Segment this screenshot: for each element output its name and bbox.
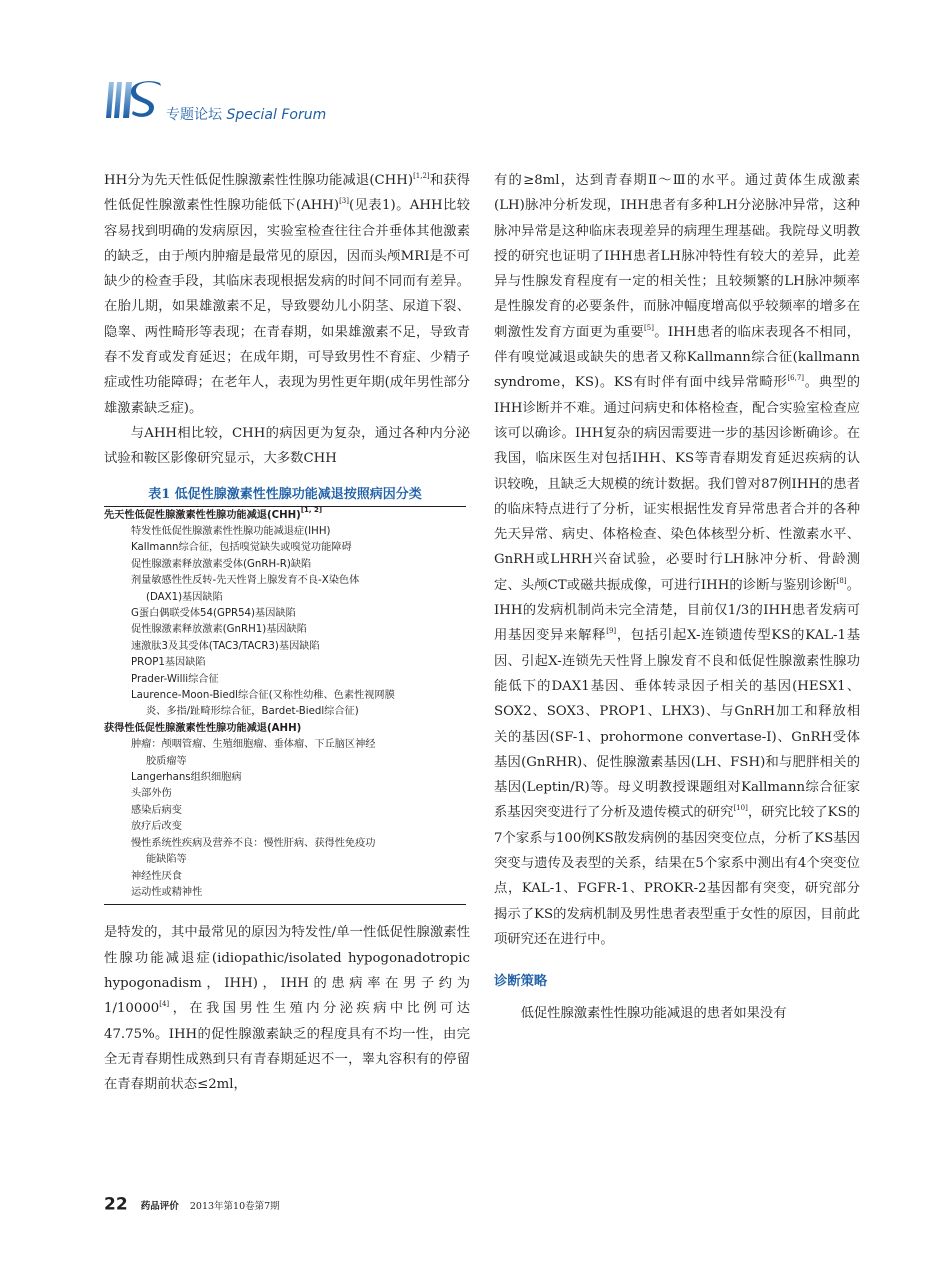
table-row: Laurence-Moon-Biedl综合征(又称性幼稚、色素性视网膜 (131, 690, 395, 702)
text-run: 。典型的IHH诊断并不难。通过问病史和体格检查，配合实验室检查应该可以确诊。IHH复杂的病因需要进一步的基因诊断确诊。在我国，临床医生对包括IHH、KS等青春期发育延迟疾病的认识较晚，且缺乏大规模的统计数据。我们曾对87例IHH的患者的临床特点进行了分析，证实根据性发育异常患者合并的各种先天异常、病史、体格检查、染色体核型分析、性激素水平、GnRH或LHRH兴奋试验，必要时行LH脉冲分析、骨龄测定、头颅CT或磁共振成像，可进行IHH的诊断与鉴别诊断 (494, 375, 860, 593)
table-row: Langerhans组织细胞病 (131, 772, 242, 784)
citation: [9] (606, 627, 617, 636)
journal-logo-icon (103, 78, 165, 122)
section-heading: 诊断策略 (494, 974, 548, 990)
table-row: 慢性系统性疾病及营养不良：慢性肝病、获得性免疫功 (131, 837, 376, 849)
page-header (103, 78, 503, 126)
text-run: 。IHH患者的临床表现各不相同，伴有嗅觉减退或缺失的患者又称Kallmann综合征(kallmann syndrome，KS)。KS有时伴有面中线异常畸形 (494, 324, 861, 391)
left-paragraph-3 (104, 920, 470, 1097)
citation: [10] (733, 804, 748, 813)
table-row: 能缺陷等 (146, 854, 187, 866)
right-paragraph-2: 低促性腺激素性性腺功能减退的患者如果没有 (520, 1005, 787, 1021)
table-row: 肿瘤：颅咽管瘤、生殖细胞瘤、垂体瘤、下丘脑区神经 (131, 739, 376, 751)
table-row: 运动性或精神性 (131, 886, 203, 898)
table-row: 促性腺激素释放激素受体(GnRH-R)缺陷 (131, 558, 312, 570)
journal-name: 药品评价 (140, 1200, 179, 1212)
text-run: 。IHH的发病机制尚未完全清楚，目前仅1/3的IHH患者发病可用基因变异来解释 (494, 577, 861, 644)
left-paragraph-2: 与AHH相比较，CHH的病因更为复杂，通过各种内分泌试验和鞍区影像研究显示，大多数CHH (104, 425, 470, 467)
table-row: 胶质瘤等 (146, 755, 187, 767)
table-row: 感染后病变 (131, 804, 182, 816)
text-run: (见表1)。AHH比较容易找到明确的发病原因，实验室检查往往合并垂体其他激素的缺乏，由于颅内肿瘤是最常见的原因，因而头颅MRI是不可缺少的检查手段，其临床表现根据发病的时间不同而有差异。在胎儿期，如果雄激素不足，导致婴幼儿小阴茎、尿道下裂、隐睾、两性畸形等表现；在青春期，如果雄激素不足，导致青春不发育或发育延迟；在成年期，可导致男性不育症、少精子症或性功能障碍；在老年人，表现为男性更年期(成年男性部分雄激素缺乏症)。 (104, 198, 470, 416)
table-category-ahh: 获得性低促性腺激素性性腺功能减退(AHH) (104, 722, 302, 734)
table-body (104, 506, 466, 906)
table-row: 头部外伤 (131, 788, 172, 800)
page-number: 22 (104, 1194, 128, 1215)
table-row: Prader-Willi综合征 (131, 673, 219, 685)
text-run: 有的≥8ml，达到青春期Ⅱ～Ⅲ的水平。通过黄体生成激素(LH)脉冲分析发现，IHH患者有多种LH分泌脉冲异常，这种脉冲异常是这种临床表现差异的病理生理基础。我院母义明教授的研究也证明了IHH患者LH脉冲特性有较大的差异，此差异与性腺发育程度有一定的相关性；且较频繁的LH脉冲频率是性腺发育的必要条件，而脉冲幅度增高似乎较频率的增多在刺激性发育方面更为重要 (494, 173, 860, 340)
table-row: (DAX1)基因缺陷 (146, 591, 223, 603)
text-run: ，在我国男性生殖内分泌疾病中比例可达47.75%。IHH的促性腺激素缺乏的程度具有不均一性，由完全无青春期性成熟到只有青春期延迟不一，睾丸容积有的停留在青春期前状态≤2ml， (104, 1001, 470, 1093)
citation: [1, 2] (300, 505, 323, 514)
left-paragraph-1 (104, 168, 470, 421)
left-column (104, 168, 470, 1097)
text-run: ，包括引起X-连锁遗传型KS的KAL-1基因、引起X-连锁先天性肾上腺发育不良和低促性腺激素性腺功能低下的DAX1基因、垂体转录因子相关的基因(HESX1、SOX2、SOX3、PROP1、LHX3)、与GnRH加工和释放相关的基因(SF-1、prohormone convertase-I)、GnRH受体基因(GnRHR)、促性腺激素基因(LH、FSH)和与肥胖相关的基因(Leptin/R)等。母义明教授课题组对Kallmann综合征家系基因突变进行了分析及遗传模式的研究 (494, 628, 861, 821)
citation: [5] (644, 323, 654, 332)
page-footer (104, 1194, 280, 1215)
text-run: 是特发的，其中最常见的原因为特发性/单一性低促性腺激素性性腺功能减退症(idiopathic/isolated hypogonadotropic hypogonadism，IHH)，IHH的患病率在男子约为1/10000 (104, 925, 470, 1017)
table-row: 特发性低促性腺激素性性腺功能减退症(IHH) (131, 525, 331, 537)
section-title-en: Special Forum (226, 107, 327, 123)
table-row: 放疗后改变 (131, 821, 182, 833)
journal-issue: 2013年第10卷第7期 (189, 1200, 280, 1212)
table-row: 促性腺激素释放激素(GnRH1)基因缺陷 (131, 624, 307, 636)
section-title-cn: 专题论坛 (166, 107, 222, 123)
table-row: G蛋白偶联受体54(GPR54)基因缺陷 (131, 608, 296, 619)
citation: [8] (836, 576, 847, 585)
citation: [3] (339, 197, 349, 206)
table-category-chh (104, 505, 466, 524)
table-row: PROP1基因缺陷 (131, 657, 206, 669)
right-paragraph-1 (494, 168, 860, 952)
citation: [4] (159, 1000, 170, 1009)
text-run: 先天性低促性腺激素性性腺功能减退(CHH) (104, 509, 301, 521)
table-row: 速激肽3及其受体(TAC3/TACR3)基因缺陷 (131, 640, 320, 652)
section-title (166, 104, 326, 124)
right-column (494, 168, 860, 1026)
table-row: 剂量敏感性性反转-先天性肾上腺发育不良-X染色体 (131, 575, 360, 587)
citation: [1,2] (413, 172, 430, 180)
table-row: Kallmann综合征，包括嗅觉缺失或嗅觉功能障碍 (131, 542, 352, 554)
table-row: 炎、多指/趾畸形综合征，Bardet-Biedl综合征) (146, 706, 359, 718)
citation: [6,7] (787, 374, 805, 383)
table-caption: 表1 低促性腺激素性性腺功能减退按照病因分类 (148, 486, 422, 502)
table-row: 神经性厌食 (131, 870, 182, 882)
text-run: HH分为先天性低促性腺激素性性腺功能减退(CHH) (104, 173, 414, 188)
text-run: 和获得性低促性腺激素性性腺功能低下(AHH) (104, 173, 471, 214)
text-run: ，研究比较了KS的7个家系与100例KS散发病例的基因突变位点，分析了KS基因突变与遗传及表型的关系，结果在5个家系中测出有4个突变位点，KAL-1、FGFR-1、PROKR-2基因都有突变，研究部分揭示了KS的发病机制及男性患者表型重于女性的原因，目前此项研究还在进行中。 (494, 805, 860, 947)
table-1 (104, 484, 466, 906)
